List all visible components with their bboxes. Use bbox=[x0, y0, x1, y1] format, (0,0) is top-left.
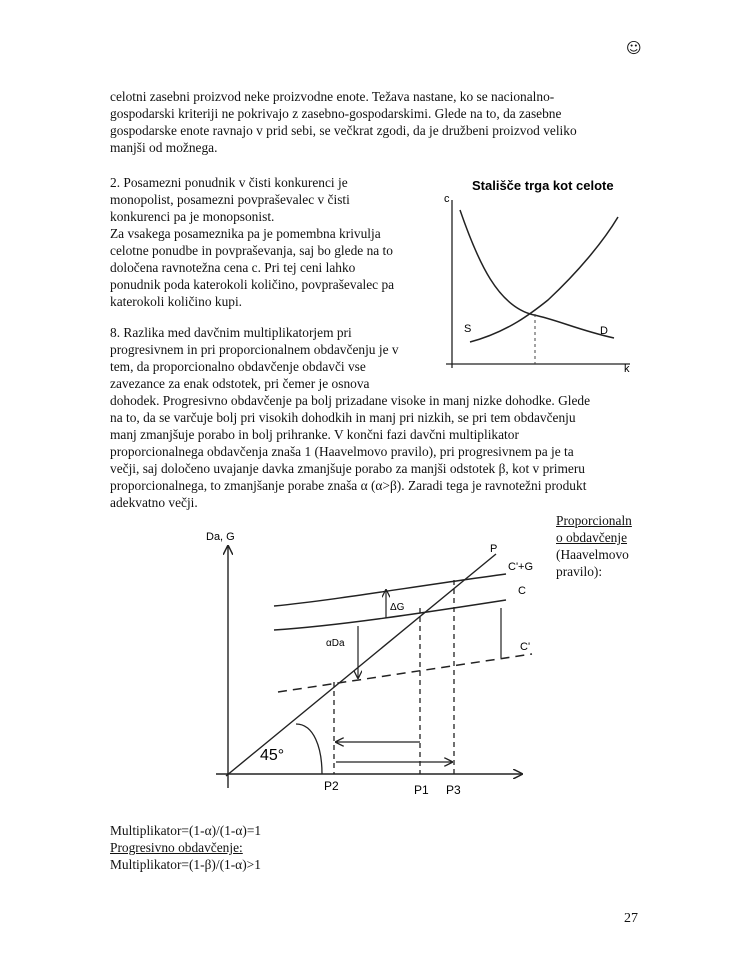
text-line: gospodarske enote ravnajo v prid sebi, se večkrat zgodi, da je družbeni proizvod veliko bbox=[110, 123, 577, 138]
line-c1-label: C' bbox=[520, 641, 531, 653]
line-c-label: C bbox=[518, 585, 526, 597]
text-line: Za vsakega posameznika pa je pomembna krivulja bbox=[110, 226, 381, 241]
text-line: na to, da se varčuje bolj pri visokih dohodkih in manj pri nizkih, se pri tem obdavčenju bbox=[110, 410, 576, 425]
market-y-axis-label: c bbox=[444, 193, 450, 205]
delta-g-label: ΔG bbox=[390, 602, 405, 613]
market-x-axis-label: k bbox=[624, 363, 630, 375]
formula-progressive-heading: Progresivno obdavčenje: bbox=[110, 840, 243, 855]
p3-label: P3 bbox=[446, 783, 461, 797]
side-note-line: Proporcionaln bbox=[556, 513, 632, 528]
text-line: progresivnem in pri proporcionalnem obdavčenju je v bbox=[110, 342, 399, 357]
p1-label: P1 bbox=[414, 783, 429, 797]
text-line: zavezance za enak odstotek, pri čemer je osnova bbox=[110, 376, 370, 391]
demand-label: D bbox=[600, 325, 608, 337]
text-line: katerokoli količino kupi. bbox=[110, 294, 243, 309]
p2-label: P2 bbox=[324, 779, 339, 793]
text-line: določena ravnotežna cena c. Pri tej ceni lahko bbox=[110, 260, 356, 275]
text-line: 2. Posamezni ponudnik v čisti konkurenci je bbox=[110, 175, 348, 190]
text-line: proporcionalnega obdavčenja znaša 1 (Haavelmovo pravilo), pri progresivnem pa je ta bbox=[110, 444, 574, 459]
side-note bbox=[556, 512, 632, 580]
side-note-line: (Haavelmovo bbox=[556, 547, 629, 562]
text-line: manj zmanjšuje porabo in bolj prihranke. V končni fazi davčni multiplikator bbox=[110, 427, 519, 442]
market-equilibrium-graph bbox=[438, 172, 648, 380]
text-line: gospodarski kriteriji ne pokrivajo z zasebno-gospodarskimi. Glede na to, da zasebne bbox=[110, 106, 562, 121]
formula-progressive: Multiplikator=(1-β)/(1-α)>1 bbox=[110, 857, 261, 872]
line-cg-label: C'+G bbox=[508, 561, 534, 573]
demand-curve bbox=[460, 210, 614, 338]
supply-curve bbox=[470, 217, 618, 342]
line-p-label: P bbox=[490, 543, 498, 555]
smiley-icon: ☺ bbox=[626, 39, 642, 57]
text-line: ponudnik poda katerokoli količino, povpraševalec pa bbox=[110, 277, 395, 292]
text-line: tem, da proporcionalno obdavčenje obdavči vse bbox=[110, 359, 366, 374]
market-graph-title: Stališče trga kot celote bbox=[472, 178, 614, 193]
text-line: večji, saj določeno uvajanje davka zmanjšuje porabo za manjši odstotek β, kot v primeru bbox=[110, 461, 585, 476]
text-line: celotni zasebni proizvod neke proizvodne enote. Težava nastane, ko se nacionalno- bbox=[110, 89, 555, 104]
multiplier-graph bbox=[196, 528, 546, 800]
angle-arc bbox=[296, 724, 322, 774]
text-line: konkurenci pa je monopsonist. bbox=[110, 209, 275, 224]
line-45deg bbox=[226, 554, 496, 776]
multiplier-y-axis-label: Da, G bbox=[206, 531, 235, 543]
text-line: dohodek. Progresivno obdavčenje pa bolj prizadane visoke in manj nizke dohodke. Glede bbox=[110, 393, 591, 408]
paragraph-item-2 bbox=[110, 174, 440, 310]
text-line: proporcionalnega, to zmanjšanje porabe znaša α (α>β). Zaradi tega je ravnotežni produkt bbox=[110, 478, 587, 493]
angle-label: 45° bbox=[260, 747, 285, 764]
text-line: 8. Razlika med davčnim multiplikatorjem pri bbox=[110, 325, 352, 340]
side-note-line: o obdavčenje bbox=[556, 530, 628, 545]
text-line: celotne ponudbe in povpraševanja, saj bo glede na to bbox=[110, 243, 393, 258]
alpha-da-label: αDa bbox=[326, 638, 345, 649]
supply-label: S bbox=[464, 323, 472, 335]
curve-c-prime bbox=[278, 654, 532, 692]
formula-block bbox=[110, 822, 410, 873]
page-number: 27 bbox=[624, 911, 638, 926]
side-note-line: pravilo): bbox=[556, 564, 603, 579]
paragraph-intro bbox=[110, 88, 650, 156]
text-line: manjši od možnega. bbox=[110, 140, 218, 155]
text-line: adekvatno večji. bbox=[110, 495, 198, 510]
text-line: monopolist, posamezni povpraševalec v čisti bbox=[110, 192, 350, 207]
formula-proportional: Multiplikator=(1-α)/(1-α)=1 bbox=[110, 823, 262, 838]
